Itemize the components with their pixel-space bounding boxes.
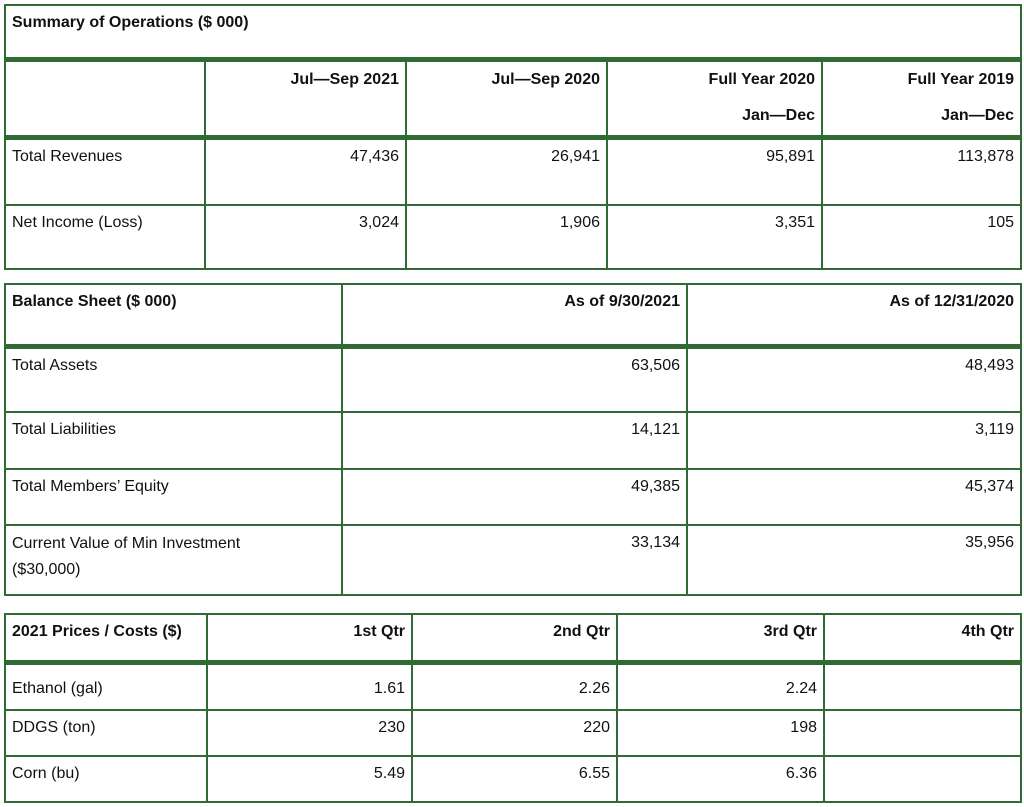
table-row [5,756,1021,802]
summary-col-header: Full Year 2020 Jan—Dec [607,59,822,137]
balance-col-header: As of 12/31/2020 [687,284,1021,346]
cell-value [824,662,1021,710]
table-row [5,346,1021,412]
balance-col-header: As of 9/30/2021 [342,284,687,346]
cell-value [824,756,1021,802]
cell-value: 35,956 [687,525,1021,595]
summary-table [4,4,1022,270]
summary-col-header: Jul—Sep 2020 [406,59,607,137]
row-label: Net Income (Loss) [5,205,205,269]
cell-value: 95,891 [607,137,822,205]
cell-value: 1.61 [207,662,412,710]
cell-value: 1,906 [406,205,607,269]
cell-value: 5.49 [207,756,412,802]
row-label: Current Value of Min Investment ($30,000) [5,525,342,595]
summary-header-blank [5,59,205,137]
prices-col-header: 4th Qtr [824,614,1021,662]
cell-value: 63,506 [342,346,687,412]
prices-col-header: 3rd Qtr [617,614,824,662]
balance-title: Balance Sheet ($ 000) [5,284,342,346]
cell-value: 3,351 [607,205,822,269]
cell-value: 33,134 [342,525,687,595]
row-label: Total Liabilities [5,412,342,469]
row-label: Total Revenues [5,137,205,205]
cell-value: 45,374 [687,469,1021,525]
prices-col-header: 2nd Qtr [412,614,617,662]
cell-value: 220 [412,710,617,756]
row-label: Corn (bu) [5,756,207,802]
balance-table [4,283,1022,596]
cell-value: 14,121 [342,412,687,469]
cell-value: 49,385 [342,469,687,525]
cell-value: 3,119 [687,412,1021,469]
cell-value: 47,436 [205,137,406,205]
table-row [5,525,1021,595]
table-row [5,412,1021,469]
cell-value: 113,878 [822,137,1021,205]
prices-title: 2021 Prices / Costs ($) [5,614,207,662]
cell-value: 230 [207,710,412,756]
cell-value: 105 [822,205,1021,269]
table-row [5,205,1021,269]
summary-title: Summary of Operations ($ 000) [5,5,1021,59]
table-row [5,469,1021,525]
summary-col-header: Full Year 2019 Jan—Dec [822,59,1021,137]
cell-value: 3,024 [205,205,406,269]
cell-value: 6.55 [412,756,617,802]
cell-value: 48,493 [687,346,1021,412]
cell-value: 26,941 [406,137,607,205]
cell-value: 6.36 [617,756,824,802]
prices-col-header: 1st Qtr [207,614,412,662]
cell-value: 198 [617,710,824,756]
prices-table [4,613,1022,803]
table-row [5,662,1021,710]
cell-value: 2.24 [617,662,824,710]
row-label: DDGS (ton) [5,710,207,756]
cell-value [824,710,1021,756]
table-row [5,137,1021,205]
cell-value: 2.26 [412,662,617,710]
summary-col-header: Jul—Sep 2021 [205,59,406,137]
row-label: Total Assets [5,346,342,412]
row-label: Ethanol (gal) [5,662,207,710]
row-label: Total Members’ Equity [5,469,342,525]
table-row [5,710,1021,756]
